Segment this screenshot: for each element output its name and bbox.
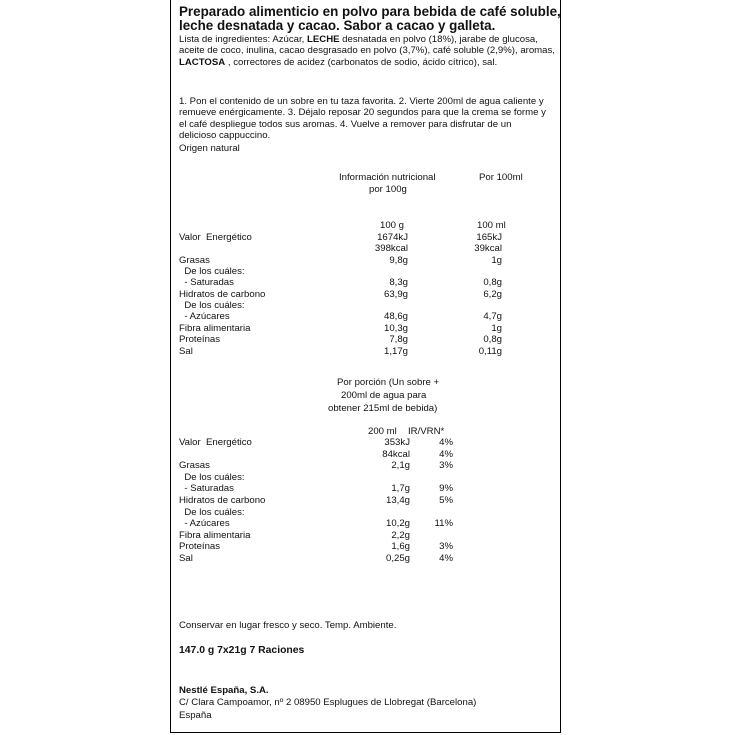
table1-row-value-b: 39kcal — [474, 243, 502, 255]
ingredients-text-1: Lista de ingredientes: Azúcar, — [179, 34, 307, 45]
table1-row-value-b: 0,8g — [483, 334, 502, 346]
table2-header-line3: obtener 215ml de bebida) — [328, 403, 438, 414]
table2-row-label: Proteínas — [179, 541, 221, 553]
table2-row-value-a: 1,6g — [391, 541, 410, 553]
company-address: C/ Clara Campoamor, nº 2 08950 Esplugues de Llobregat (Barcelona) — [179, 697, 477, 708]
product-label-sheet — [170, 0, 561, 733]
table1-row-label: Valor Energético — [179, 232, 252, 243]
table2-col-ir: IR/VRN* — [408, 426, 445, 437]
table1-row-value-b: 6,2g — [483, 288, 502, 300]
table1-row-value-a: 9,8g — [389, 254, 408, 266]
table1-row-value-b: 1g — [491, 254, 502, 266]
table2-header-line2: 200ml de agua para — [341, 390, 427, 401]
table1-row-value-b: 165kJ — [476, 232, 502, 243]
table1-row-value-a: 398kcal — [374, 243, 408, 255]
table2-row-value-b: 4% — [439, 437, 453, 448]
table2-row-label: De los cuáles: — [179, 471, 245, 483]
table1-row-value-b: 1g — [491, 322, 502, 334]
table1-row-value-a: 48,6g — [383, 311, 408, 323]
allergen-lactose: LACTOSA — [179, 56, 226, 68]
table2-row-value-a: 2,2g — [391, 529, 410, 541]
table1-row-value-b: 0,11g — [478, 345, 502, 357]
table1-unit-g: 100 g — [380, 220, 405, 231]
table1-header-info: Información nutricional — [339, 172, 436, 183]
table2-row-value-a: 1,7g — [391, 483, 410, 495]
origin-note: Origen natural — [179, 143, 240, 154]
product-title-line1: Preparado alimenticio en polvo para bebida de café soluble, — [179, 4, 561, 19]
table1-header-per: por 100g — [369, 184, 407, 195]
table2-row-label: - Saturadas — [179, 483, 234, 495]
table1-row-value-b: 0,8g — [483, 277, 502, 289]
table1-row-label: Proteínas — [179, 334, 221, 346]
table1-row-value-a: 1,17g — [383, 345, 408, 357]
table2-row-label: Grasas — [179, 460, 210, 472]
table2-row-value-b: 3% — [439, 460, 453, 472]
table2-row-value-b: 3% — [439, 541, 453, 553]
storage-note: Conservar en lugar fresco y seco. Temp. Ambiente. — [179, 620, 397, 631]
table2-row-value-a: 2,1g — [391, 460, 410, 472]
allergen-milk: LECHE — [307, 34, 340, 45]
ingredients-list — [179, 34, 555, 68]
table1-row-label: - Saturadas — [179, 277, 234, 289]
table2-row-value-a: 10,2g — [385, 518, 410, 530]
table1-row-value-b: 4,7g — [483, 311, 502, 323]
table2-row-label: Valor Energético — [179, 437, 252, 448]
table2-row-value-a: 0,25g — [385, 553, 410, 564]
table1-row-value-a: 7,8g — [389, 334, 408, 346]
table1-row-label: - Azúcares — [179, 311, 230, 323]
table1-row-value-a: 10,3g — [383, 322, 408, 334]
table1-row-label: Sal — [179, 345, 193, 357]
table2-row-label: Sal — [179, 553, 193, 564]
table1-row-value-a: 63,9g — [383, 288, 408, 300]
table1-row-value-a: 8,3g — [389, 277, 408, 289]
table1-row-label: Fibra alimentaria — [179, 322, 251, 334]
table2-row-label: De los cuáles: — [179, 506, 245, 518]
table1-row-label: De los cuáles: — [179, 300, 245, 312]
net-quantity: 147.0 g 7x21g 7 Raciones — [179, 645, 305, 656]
table1-row-label: De los cuáles: — [179, 266, 245, 278]
table2-row-value-b: 5% — [439, 495, 453, 506]
preparation-instructions: 1. Pon el contenido de un sobre en tu taza favorita. 2. Vierte 200ml de agua caliente y remueve enérgicamente. 3. Déjalo reposar 20 segundos para que la crema se forme y el café despliegue todos sus aromas. 4. Vuelve a remover para disfrutar de un delicioso cappuccino. — [179, 96, 546, 142]
product-title-line2: leche desnatada y cacao. Sabor a cacao y galleta. — [179, 18, 496, 33]
table2-row-label: Hidratos de carbono — [179, 495, 266, 506]
table1-row-label: Hidratos de carbono — [179, 288, 266, 300]
table1-row-label: Grasas — [179, 254, 210, 266]
table2-header-line1: Por porción (Un sobre + — [337, 377, 440, 388]
table2-col-ml: 200 ml — [368, 426, 397, 437]
ingredients-text-3: , correctores de acidez (carbonatos de sodio, ácido cítrico), sal. — [225, 56, 498, 68]
table2-row-value-a: 353kJ — [384, 437, 410, 448]
company-country: España — [179, 710, 212, 721]
table2-row-value-a: 84kcal — [382, 448, 410, 460]
table2-row-value-a: 13,4g — [385, 495, 410, 506]
company-name: Nestlé España, S.A. — [179, 685, 269, 696]
table2-row-value-b: 4% — [439, 448, 453, 460]
table2-row-label: Fibra alimentaria — [179, 529, 251, 541]
table2-row-value-b: 11% — [434, 518, 453, 530]
table2-row-value-b: 9% — [439, 483, 453, 495]
table2-row-label: - Azúcares — [179, 518, 230, 530]
ingredients-text-2: desnatada en polvo (18%), jarabe de glucosa, aceite de coco, inulina, cacao desgrasado en polvo (3,7%), café soluble (2,9%), aromas, — [179, 34, 555, 57]
table1-row-value-a: 1674kJ — [377, 232, 408, 243]
table1-header-100ml: Por 100ml — [479, 172, 523, 183]
table2-row-value-b: 4% — [439, 553, 453, 564]
table1-unit-ml: 100 ml — [477, 220, 506, 231]
